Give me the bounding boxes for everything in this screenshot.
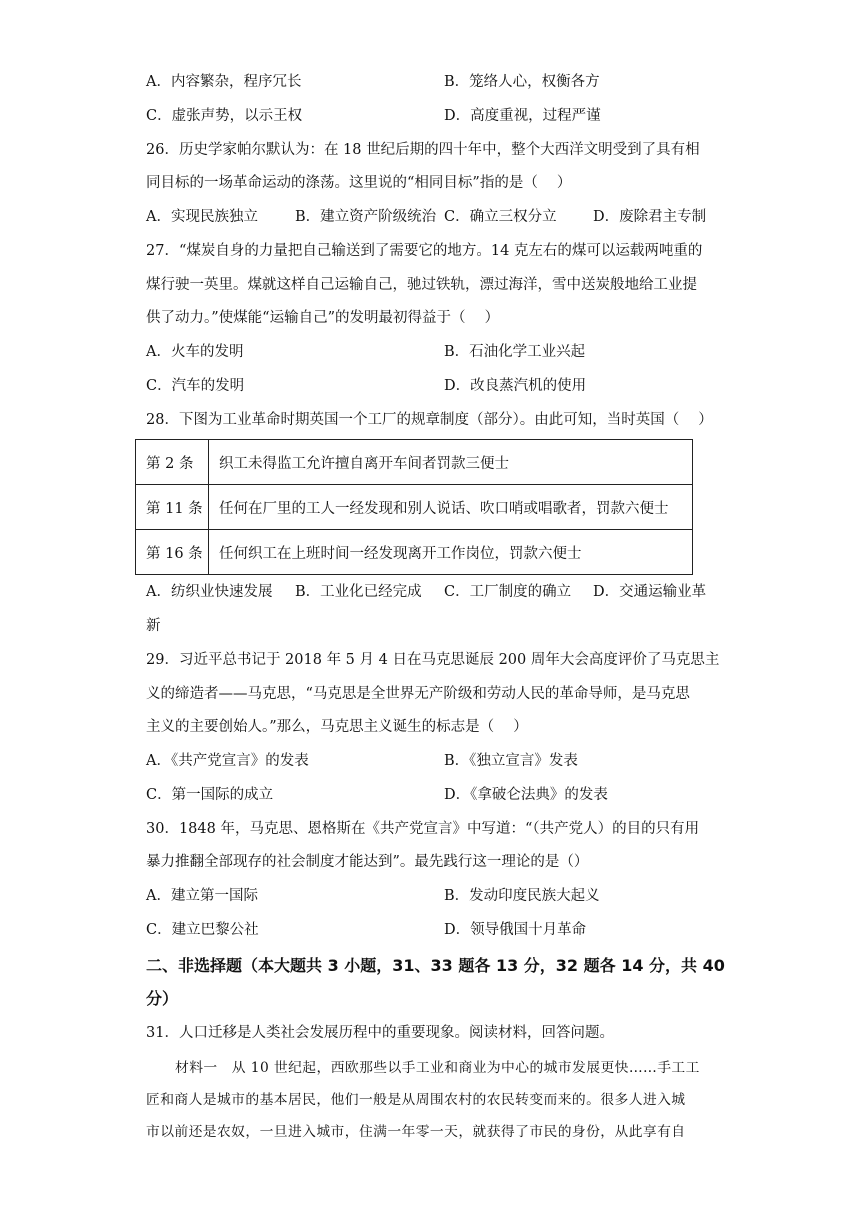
- q29-stem-line1: 29．习近平总书记于 2018 年 5 月 4 日在马克思诞辰 200 周年大会高度评价了马克思主: [146, 652, 720, 668]
- q27-stem-line3: 供了动力。”使煤能“运输自己”的发明最初得益于（ ）: [146, 310, 500, 326]
- q30-stem-line1: 30．1848 年，马克思、恩格斯在《共产党宣言》中写道：“（共产党人）的目的只有用: [146, 821, 700, 837]
- rule-text: 织工未得监工允许擅自离开车间者罚款三便士: [209, 440, 693, 485]
- q29-stem-line3: 主义的主要创始人。”那么，马克思主义诞生的标志是（ ）: [146, 719, 528, 735]
- rule-text: 任何织工在上班时间一经发现离开工作岗位，罚款六便士: [209, 530, 693, 575]
- q31-material-line3: 市以前还是农奴，一旦进入城市，住满一年零一天，就获得了市民的身份，从此享有自: [146, 1124, 686, 1140]
- rule-article: 第 2 条: [136, 440, 209, 485]
- q28-stem: 28．下图为工业革命时期英国一个工厂的规章制度（部分）。由此可知，当时英国（ ）: [146, 412, 713, 428]
- q30-option-a: A．建立第一国际: [146, 888, 258, 904]
- q29-stem-line2: 义的缔造者——马克思，“马克思是全世界无产阶级和劳动人民的革命导师，是马克思: [146, 686, 690, 702]
- q26-option-d: D．废除君主专制: [593, 209, 707, 225]
- table-row: [136, 440, 693, 485]
- rule-article: 第 11 条: [136, 485, 209, 530]
- q25-option-d: D．高度重视，过程严谨: [444, 108, 601, 124]
- q29-option-b: B．《独立宣言》发表: [444, 753, 578, 769]
- section-heading-line1: 二、非选择题（本大题共 3 小题，31、33 题各 13 分，32 题各 14 分，共 40: [146, 956, 725, 975]
- q26-option-a: A．实现民族独立: [146, 209, 258, 225]
- q26-option-c: C．确立三权分立: [444, 209, 557, 225]
- q25-option-c: C．虚张声势，以示王权: [146, 108, 303, 124]
- q26-stem-line1: 26．历史学家帕尔默认为：在 18 世纪后期的四十年中，整个大西洋文明受到了具有相: [146, 142, 700, 158]
- q31-material-line2: 匠和商人是城市的基本居民，他们一般是从周围农村的农民转变而来的。很多人进入城: [146, 1092, 686, 1108]
- q28-option-b: B．工业化已经完成: [295, 584, 422, 600]
- q29-option-a: A．《共产党宣言》的发表: [146, 753, 309, 769]
- q26-option-b: B．建立资产阶级统治: [295, 209, 437, 225]
- q25-option-b: B．笼络人心，权衡各方: [444, 74, 600, 90]
- section-heading-line2: 分）: [146, 989, 179, 1008]
- rule-text: 任何在厂里的工人一经发现和别人说话、吹口哨或唱歌者，罚款六便士: [209, 485, 693, 530]
- q27-option-b: B．石油化学工业兴起: [444, 344, 586, 360]
- factory-rules-table: [135, 439, 693, 575]
- table-row: [136, 485, 693, 530]
- q28-option-c: C．工厂制度的确立: [444, 584, 572, 600]
- q27-option-d: D．改良蒸汽机的使用: [444, 378, 587, 394]
- q26-stem-line2: 同目标的一场革命运动的涤荡。这里说的“相同目标”指的是（ ）: [146, 175, 572, 191]
- q27-stem-line2: 煤行驶一英里。煤就这样自己运输自己，驰过铁轨，漂过海洋，雪中送炭般地给工业提: [146, 277, 697, 293]
- rule-article: 第 16 条: [136, 530, 209, 575]
- q29-option-c: C．第一国际的成立: [146, 787, 274, 803]
- q28-option-d: D．交通运输业革: [593, 584, 707, 600]
- q31-material-line1: 材料一 从 10 世纪起，西欧那些以手工业和商业为中心的城市发展更快……手工工: [175, 1060, 700, 1076]
- q28-option-d-continued: 新: [146, 618, 161, 634]
- q30-stem-line2: 暴力推翻全部现存的社会制度才能达到”。最先践行这一理论的是（）: [146, 854, 589, 870]
- q27-option-c: C．汽车的发明: [146, 378, 245, 394]
- q30-option-b: B．发动印度民族大起义: [444, 888, 600, 904]
- q30-option-d: D．领导俄国十月革命: [444, 922, 587, 938]
- q29-option-d: D．《拿破仑法典》的发表: [444, 787, 608, 803]
- q27-stem-line1: 27．“煤炭自身的力量把自己输送到了需要它的地方。14 克左右的煤可以运载两吨重的: [146, 243, 703, 259]
- q27-option-a: A．火车的发明: [146, 344, 244, 360]
- q30-option-c: C．建立巴黎公社: [146, 922, 259, 938]
- table-row: [136, 530, 693, 575]
- q25-option-a: A．内容繁杂，程序冗长: [146, 74, 302, 90]
- q31-stem: 31．人口迁移是人类社会发展历程中的重要现象。阅读材料，回答问题。: [146, 1025, 614, 1041]
- q28-option-a: A．纺织业快速发展: [146, 584, 273, 600]
